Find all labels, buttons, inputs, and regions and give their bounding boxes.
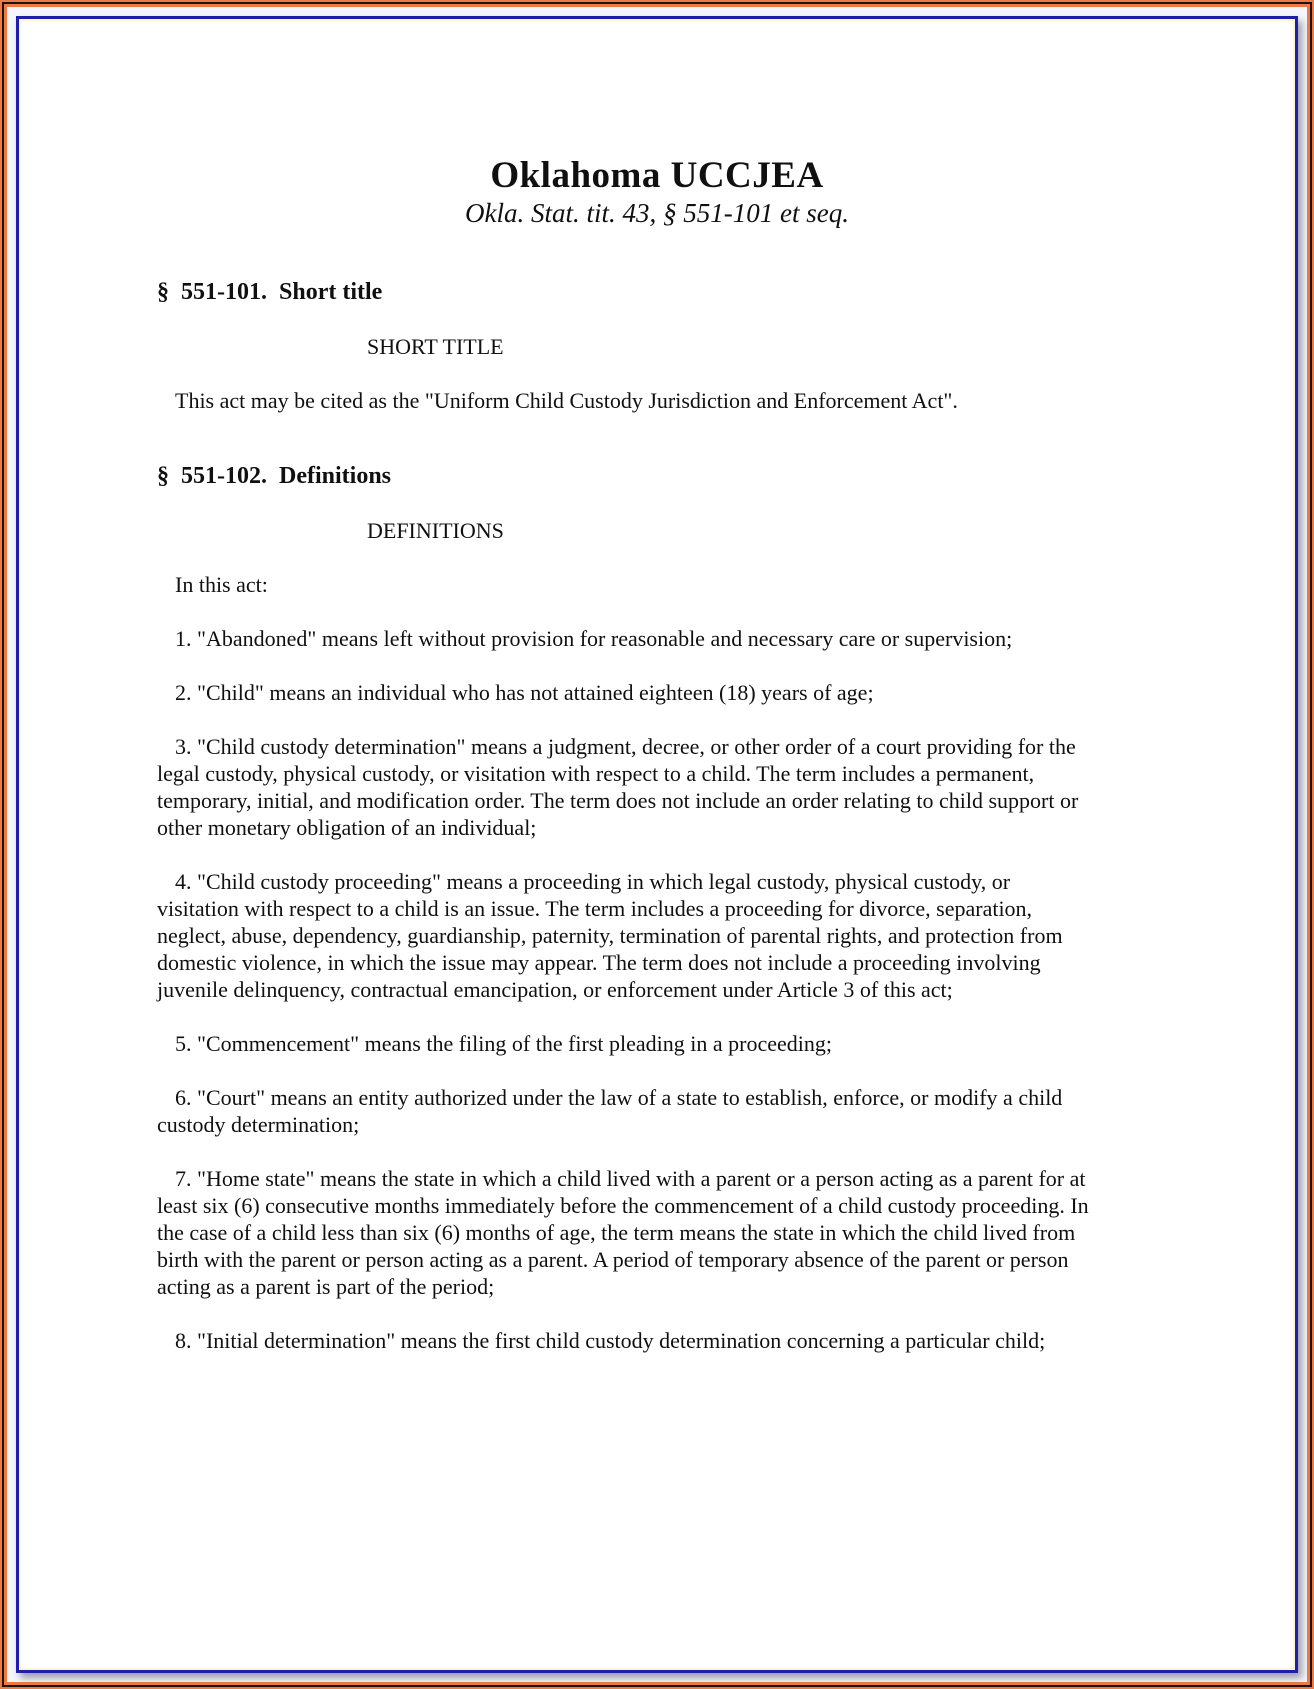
definition-item-5: 5. "Commencement" means the filing of the first pleading in a proceeding;	[175, 1031, 833, 1056]
definitions-intro: In this act:	[175, 572, 268, 597]
definition-item-1: 1. "Abandoned" means left without provision for reasonable and necessary care or supervision;	[175, 626, 1013, 651]
definition-item-8: 8. "Initial determination" means the first child custody determination concerning a particular child;	[175, 1328, 1046, 1353]
document-content	[21, 21, 1293, 1668]
short-title-paragraph: This act may be cited as the "Uniform Child Custody Jurisdiction and Enforcement Act".	[175, 388, 958, 413]
section-551-102-subheading: DEFINITIONS	[367, 518, 504, 543]
section-551-102	[157, 462, 1093, 1354]
document-header	[21, 154, 1293, 229]
definition-item-7: 7. "Home state" means the state in which a child lived with a parent or a person acting as a parent for at least six (6) consecutive months immediately before the commencement of a child custody proceeding. In the case of a child less than six (6) months of age, the term means the state in which the child lived from birth with the parent or person acting as a parent. A period of temporary absence of the parent or person acting as a parent is part of the period;	[157, 1166, 1089, 1299]
page-citation: Okla. Stat. tit. 43, § 551-101 et seq.	[465, 198, 849, 228]
section-551-101-heading: § 551-101. Short title	[157, 279, 383, 305]
definition-item-6: 6. "Court" means an entity authorized under the law of a state to establish, enforce, or modify a child custody determination;	[157, 1085, 1063, 1137]
section-551-102-heading: § 551-102. Definitions	[157, 463, 391, 489]
definition-item-3: 3. "Child custody determination" means a judgment, decree, or other order of a court providing for the legal custody, physical custody, or visitation with respect to a child. The term includes a permanent, temporary, initial, and modification order. The term does not include an order relating to child support or other monetary obligation of an individual;	[157, 734, 1079, 840]
section-551-101	[157, 278, 1093, 414]
definition-item-4: 4. "Child custody proceeding" means a proceeding in which legal custody, physical custody, or visitation with respect to a child is an issue. The term includes a proceeding for divorce, separation, neglect, abuse, dependency, guardianship, paternity, termination of parental rights, and protection from domestic violence, in which the issue may appear. The term does not include a proceeding involving juvenile delinquency, contractual emancipation, or enforcement under Article 3 of this act;	[157, 869, 1063, 1002]
page-frame	[16, 16, 1298, 1673]
definition-item-2: 2. "Child" means an individual who has not attained eighteen (18) years of age;	[175, 680, 874, 705]
section-551-101-subheading: SHORT TITLE	[367, 334, 504, 359]
page-title: Oklahoma UCCJEA	[490, 155, 824, 196]
